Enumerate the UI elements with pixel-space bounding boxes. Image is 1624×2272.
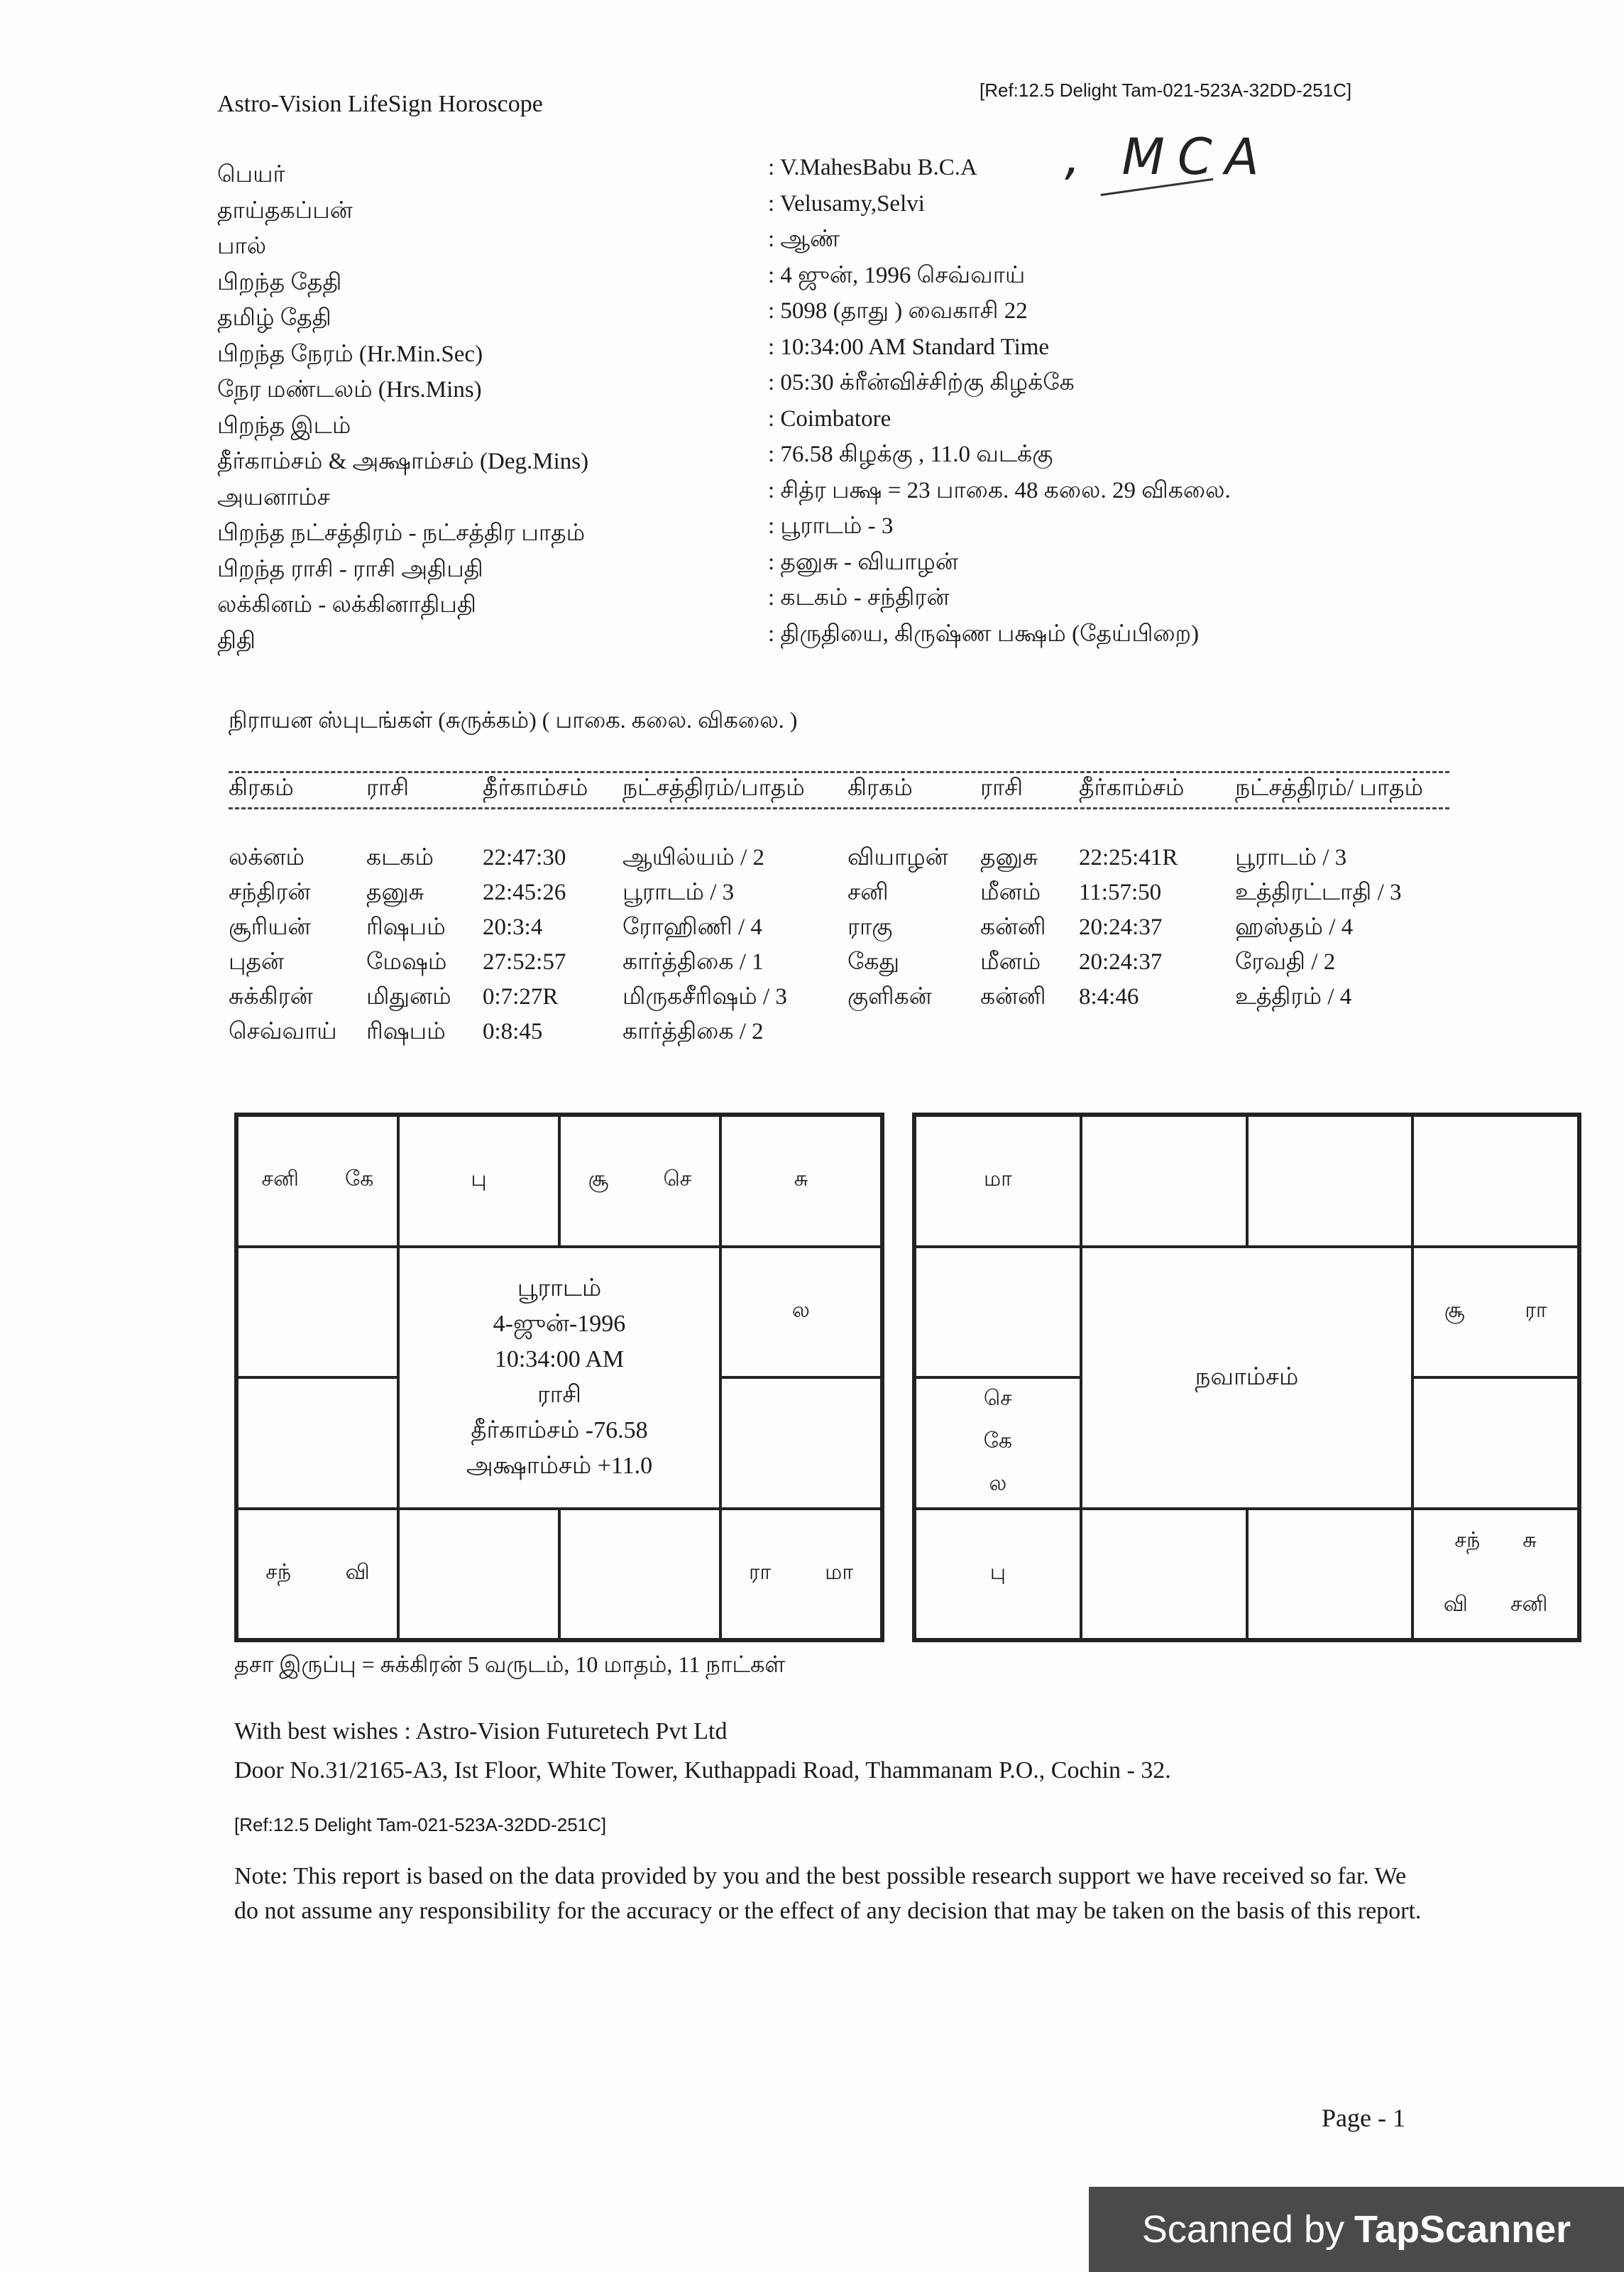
chart-house	[398, 1115, 559, 1247]
planet-abbr: பு	[471, 1167, 487, 1191]
rasi-chart	[234, 1113, 884, 1642]
planet-name: சனி	[847, 880, 889, 905]
info-value: : 10:34:00 AM Standard Time	[768, 334, 1050, 360]
info-label: பால்	[217, 234, 267, 259]
planet-abbr: சூ	[1444, 1298, 1465, 1322]
chart-house	[237, 1509, 398, 1640]
table-header: ராசி	[366, 775, 410, 801]
info-label: தீர்காம்சம் & அக்ஷாம்சம் (Deg.Mins)	[217, 449, 589, 474]
table-cell: 20:24:37	[1079, 949, 1163, 975]
table-rule-bottom	[229, 807, 1449, 809]
table-cell: 0:8:45	[483, 1019, 543, 1044]
table-cell: 8:4:46	[1079, 984, 1139, 1010]
navamsa-center-label: நவாம்சம்	[1081, 1247, 1413, 1509]
page-number: Page - 1	[1322, 2104, 1405, 2132]
table-cell: மீனம்	[980, 880, 1041, 905]
table-header: ராசி	[980, 775, 1024, 801]
planet-abbr: வி	[1443, 1592, 1468, 1616]
chart-house	[1412, 1247, 1579, 1378]
table-cell: பூராடம் / 3	[622, 880, 735, 905]
table-cell: 22:47:30	[483, 845, 566, 870]
chart-house	[1247, 1115, 1413, 1247]
table-header: நட்சத்திரம்/பாதம்	[622, 775, 805, 801]
table-header: கிரகம்	[847, 775, 913, 801]
info-label: அயனாம்ச	[217, 484, 331, 510]
info-label: தமிழ் தேதி	[217, 305, 331, 331]
planet-abbr: ல	[792, 1298, 810, 1322]
chart-house	[915, 1115, 1081, 1247]
planet-name: செவ்வாய்	[229, 1019, 337, 1044]
info-value: : Velusamy,Selvi	[768, 190, 925, 217]
table-cell: ரோஹிணி / 4	[622, 914, 762, 940]
table-cell: கடகம்	[366, 845, 434, 870]
center-line: தீர்காம்சம் -76.58	[471, 1417, 648, 1443]
dasa-balance: தசா இருப்பு = சுக்கிரன் 5 வருடம், 10 மாதம், 11 நாட்கள்	[234, 1651, 786, 1677]
scanner-badge	[1089, 2187, 1624, 2272]
table-cell: 27:52:57	[483, 949, 566, 975]
info-value: : 5098 (தாது ) வைகாசி 22	[768, 298, 1028, 324]
planet-abbr: செ	[663, 1167, 692, 1191]
info-value: : 05:30 க்ரீன்விச்சிற்கு கிழக்கே	[768, 370, 1075, 395]
table-cell: ரிஷபம்	[366, 1019, 446, 1044]
table-cell: 20:3:4	[483, 914, 543, 940]
planet-name: புதன்	[229, 949, 285, 975]
planet-name: சுக்கிரன்	[229, 984, 313, 1010]
house-row	[1444, 1593, 1548, 1620]
table-cell: மேஷம்	[366, 949, 447, 975]
info-label: நேர மண்டலம் (Hrs.Mins)	[217, 377, 482, 403]
center-line: 4-ஜுன்-1996	[493, 1311, 626, 1337]
table-cell: ரிஷபம்	[366, 914, 446, 940]
planet-name: குளிகன்	[847, 984, 932, 1010]
chart-house	[720, 1377, 882, 1509]
table-cell: தனுசு	[980, 845, 1038, 870]
table-cell: மீனம்	[980, 949, 1041, 975]
table-cell: 0:7:27R	[483, 984, 559, 1010]
table-header: தீர்காம்சம்	[1079, 775, 1185, 801]
table-cell: தனுசு	[366, 880, 424, 905]
chart-house	[559, 1115, 720, 1247]
navamsa-chart	[912, 1113, 1581, 1642]
chart-house	[1412, 1377, 1579, 1509]
planet-abbr: சு	[794, 1167, 808, 1191]
center-line: ராசி	[537, 1382, 581, 1408]
info-label: லக்கினம் - லக்கினாதிபதி	[217, 592, 476, 618]
table-cell: கார்த்திகை / 2	[622, 1019, 764, 1044]
report-title: Astro-Vision LifeSign Horoscope	[217, 91, 543, 117]
planet-abbr: ரா	[749, 1560, 772, 1584]
chart-house	[720, 1247, 882, 1378]
table-cell: 22:45:26	[483, 880, 566, 905]
footer-ref: [Ref:12.5 Delight Tam-021-523A-32DD-251C]	[234, 1814, 607, 1835]
info-value: : 76.58 கிழக்கு , 11.0 வடக்கு	[768, 442, 1053, 467]
info-value: : தனுசு - வியாழன்	[768, 549, 958, 575]
planet-section-title: நிராயன ஸ்புடங்கள் (சுருக்கம்) ( பாகை. கலை. விகலை. )	[229, 707, 798, 733]
center-line: பூராடம்	[517, 1275, 602, 1301]
chart-house	[237, 1377, 398, 1509]
table-header: கிரகம்	[229, 775, 294, 801]
planet-name: கேது	[847, 949, 900, 975]
planet-abbr: கே	[345, 1167, 374, 1191]
chart-house	[1247, 1509, 1413, 1640]
handwritten-note: , MCA	[1065, 128, 1272, 186]
table-cell: ஆயில்யம் / 2	[622, 845, 765, 870]
info-value: : ஆண்	[768, 226, 840, 252]
planet-abbr: சூ	[588, 1167, 609, 1191]
chart-house	[559, 1509, 720, 1640]
table-cell: கார்த்திகை / 1	[622, 949, 764, 975]
info-value: : பூராடம் - 3	[768, 513, 894, 539]
chart-house	[237, 1247, 398, 1378]
table-cell: 22:25:41R	[1079, 845, 1178, 870]
info-label: பிறந்த ராசி - ராசி அதிபதி	[217, 556, 483, 582]
info-label: பிறந்த தேதி	[217, 269, 342, 295]
house-row	[1454, 1529, 1536, 1556]
wishes: With best wishes : Astro-Vision Futuretech Pvt Ltd	[234, 1718, 728, 1744]
chart-house	[1412, 1509, 1579, 1640]
chart-house	[915, 1377, 1081, 1509]
planet-abbr: சந்	[1454, 1528, 1481, 1552]
planet-abbr: சனி	[261, 1167, 299, 1191]
chart-house	[237, 1115, 398, 1247]
info-value: : 4 ஜுன், 1996 செவ்வாய்	[768, 262, 1026, 288]
planet-abbr: செ	[983, 1387, 1012, 1411]
table-cell: உத்திரம் / 4	[1235, 984, 1352, 1010]
info-label: பிறந்த நேரம் (Hr.Min.Sec)	[217, 341, 483, 367]
badge-brand: TapScanner	[1354, 2208, 1571, 2251]
table-cell: 11:57:50	[1079, 880, 1162, 905]
center-line: அக்ஷாம்சம் +11.0	[466, 1453, 653, 1479]
table-cell: பூராடம் / 3	[1235, 845, 1347, 870]
planet-abbr: ரா	[1525, 1298, 1547, 1322]
table-cell: கன்னி	[980, 914, 1046, 940]
info-value: : Coimbatore	[768, 405, 891, 432]
planet-name: ராகு	[847, 914, 893, 940]
table-cell: 20:24:37	[1079, 914, 1163, 940]
info-label: பிறந்த நட்சத்திரம் - நட்சத்திர பாதம்	[217, 520, 586, 546]
table-cell: ரேவதி / 2	[1235, 949, 1336, 975]
chart-house	[915, 1509, 1081, 1640]
planet-abbr: வி	[345, 1560, 370, 1584]
chart-house	[915, 1247, 1081, 1378]
planet-abbr: சந்	[265, 1560, 292, 1584]
planet-abbr: ல	[989, 1472, 1007, 1496]
center-line: 10:34:00 AM	[494, 1346, 625, 1372]
info-label: பிறந்த இடம்	[217, 413, 351, 439]
table-header: தீர்காம்சம்	[483, 775, 588, 801]
table-cell: மிருகசீரிஷம் / 3	[622, 984, 787, 1010]
planet-abbr: மா	[825, 1560, 853, 1584]
chart-house	[1081, 1509, 1247, 1640]
planet-name: வியாழன்	[847, 845, 948, 870]
info-label: பெயர்	[217, 162, 285, 187]
planet-abbr: சு	[1522, 1528, 1537, 1552]
chart-house	[720, 1509, 882, 1640]
info-value: : V.MahesBabu B.C.A	[768, 155, 977, 180]
table-cell: உத்திரட்டாதி / 3	[1235, 880, 1402, 905]
chart-house	[1081, 1115, 1247, 1247]
planet-abbr: கே	[983, 1429, 1013, 1453]
info-value: : கடகம் - சந்திரன்	[768, 585, 950, 611]
planet-abbr: பு	[989, 1560, 1006, 1584]
info-value: : திருதியை, கிருஷ்ண பக்ஷம் (தேய்பிறை)	[768, 621, 1200, 647]
address: Door No.31/2165-A3, Ist Floor, White Tower, Kuthappadi Road, Thammanam P.O., Cochin - 32.	[234, 1757, 1171, 1784]
table-cell: ஹஸ்தம் / 4	[1235, 914, 1354, 940]
report-ref: [Ref:12.5 Delight Tam-021-523A-32DD-251C]	[980, 80, 1352, 101]
info-label: தாய்தகப்பன்	[217, 197, 353, 224]
table-header: நட்சத்திரம்/ பாதம்	[1235, 775, 1424, 801]
table-cell: மிதுனம்	[366, 984, 451, 1010]
planet-name: சூரியன்	[229, 914, 311, 940]
info-value: : சித்ர பக்ஷ = 23 பாகை. 48 கலை. 29 விகலை.	[768, 477, 1231, 503]
disclaimer-note: Note: This report is based on the data provided by you and the best possible research support we have received so far. We do not assume any responsibility for the accuracy or the effect of any decision that may be taken on the basis of this report.	[234, 1863, 1422, 1924]
table-rule-top	[229, 771, 1449, 773]
badge-prefix: Scanned by	[1141, 2208, 1345, 2251]
planet-abbr: சனி	[1510, 1592, 1548, 1616]
info-label: திதி	[217, 628, 256, 654]
planet-abbr: மா	[983, 1167, 1012, 1191]
rasi-center-info	[398, 1247, 720, 1509]
planet-name: சந்திரன்	[229, 880, 311, 905]
table-cell: கன்னி	[980, 984, 1046, 1010]
planet-name: லக்னம்	[229, 845, 305, 870]
chart-house	[1412, 1115, 1579, 1247]
chart-house	[720, 1115, 882, 1247]
chart-house	[398, 1509, 559, 1640]
